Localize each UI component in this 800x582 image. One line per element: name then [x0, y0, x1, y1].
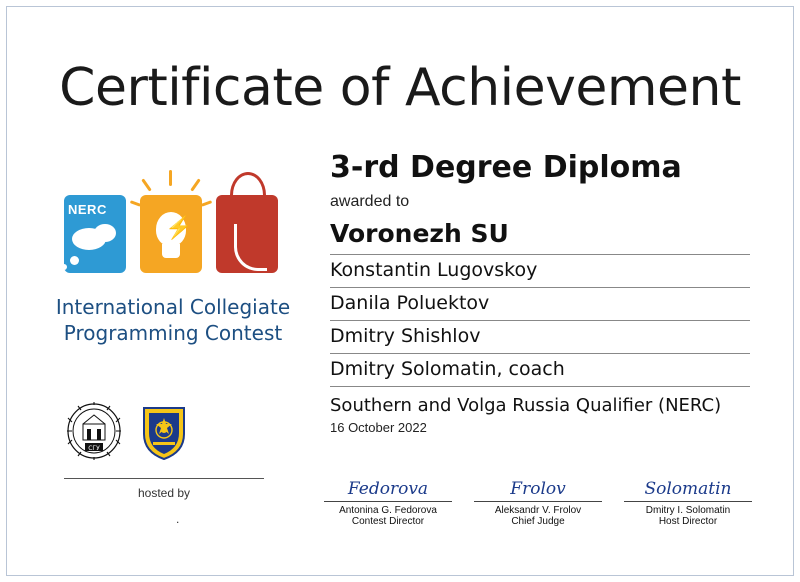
- cloud-bubble-icon: [61, 264, 67, 270]
- team-name: Voronezh SU: [330, 219, 509, 248]
- hosted-by-rule: [64, 478, 264, 479]
- signature-mark: Solomatin: [644, 479, 732, 499]
- signature-entry: [318, 478, 458, 527]
- organization-line-2: Programming Contest: [63, 321, 283, 345]
- cloud-bubble-icon: [54, 270, 58, 274]
- hosted-by-placeholder: .: [176, 512, 180, 526]
- signature-block: [318, 478, 758, 527]
- icpc-logo-block: [48, 160, 308, 346]
- team-member-name: Konstantin Lugovskoy: [330, 259, 538, 281]
- contest-date: 16 October 2022: [330, 420, 427, 435]
- signatory-name: Dmitry I. Solomatin: [645, 505, 731, 516]
- team-member-row: [330, 321, 750, 354]
- signature-rule: [474, 501, 602, 502]
- signatory-role: Chief Judge: [511, 516, 565, 527]
- cloud-icon: [70, 224, 118, 250]
- signature-mark: Fedorova: [347, 479, 429, 499]
- university-seal-right-icon: [136, 404, 192, 462]
- host-seals: [64, 402, 194, 464]
- team-member-row: [330, 354, 750, 387]
- signature-entry: [618, 478, 758, 527]
- logo-icon-group: [48, 160, 298, 290]
- organization-line-1: International Collegiate: [55, 295, 291, 319]
- team-member-name: Dmitry Solomatin, coach: [330, 358, 565, 380]
- signatory-role: Host Director: [658, 516, 718, 527]
- awarded-to-label: awarded to: [330, 193, 410, 210]
- award-details: [330, 150, 750, 435]
- signature-entry: [468, 478, 608, 527]
- signatory-name: Aleksandr V. Frolov: [494, 505, 582, 516]
- lightbulb-ray-icon: [190, 178, 200, 191]
- lightbulb-base-icon: [162, 244, 180, 258]
- team-member-name: Danila Poluektov: [330, 292, 490, 314]
- page-title: Certificate of Achievement: [59, 58, 741, 118]
- degree-title: 3-rd Degree Diploma: [330, 150, 682, 185]
- lightning-bolt-icon: ⚡: [165, 215, 193, 240]
- university-seal-left-icon: [66, 402, 122, 460]
- hosted-by-label: hosted by: [137, 486, 191, 500]
- team-name-row: [330, 215, 750, 255]
- signatory-name: Antonina G. Fedorova: [339, 505, 437, 516]
- organization-name: [48, 294, 298, 346]
- svg-text:СГУ: СГУ: [88, 445, 100, 452]
- lightbulb-ray-icon: [201, 200, 212, 207]
- signature-rule: [324, 501, 452, 502]
- team-member-row: [330, 255, 750, 288]
- cloud-bubble-icon: [70, 256, 79, 265]
- contest-name: Southern and Volga Russia Qualifier (NERC): [330, 395, 722, 416]
- nerc-label: NERC: [68, 202, 107, 217]
- lightbulb-ray-icon: [169, 170, 172, 186]
- signatory-role: Contest Director: [351, 516, 425, 527]
- signature-rule: [624, 501, 752, 502]
- signature-mark: Frolov: [510, 479, 566, 499]
- team-member-row: [330, 288, 750, 321]
- team-member-name: Dmitry Shishlov: [330, 325, 481, 347]
- lightbulb-ray-icon: [141, 178, 151, 191]
